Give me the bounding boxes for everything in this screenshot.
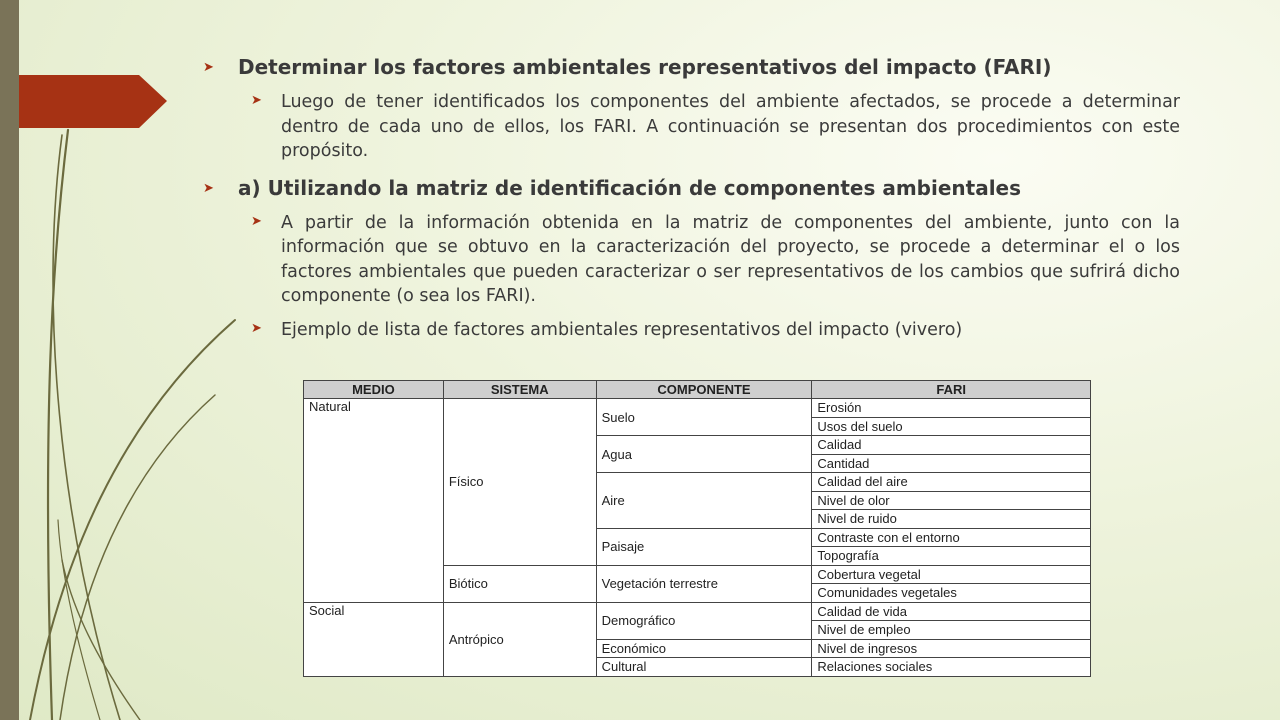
medio-cell: Social bbox=[304, 602, 444, 676]
fari-cell: Cantidad bbox=[812, 454, 1091, 473]
fari-cell: Nivel de ruido bbox=[812, 510, 1091, 529]
fari-cell: Nivel de olor bbox=[812, 491, 1091, 510]
fari-cell: Nivel de ingresos bbox=[812, 639, 1091, 658]
bullet-level2 bbox=[200, 211, 1180, 309]
sistema-cell: Físico bbox=[443, 399, 596, 566]
header-cell: FARI bbox=[812, 381, 1091, 399]
sistema-cell: Antrópico bbox=[443, 602, 596, 676]
bullet-text: A partir de la información obtenida en la matriz de componentes del ambiente, junto con la información que se obtuvo en la caracterización del proyecto, se procede a determinar el o los factores ambientales que pueden caracterizar o ser representativos de los cambios que sufrirá dicho componente (o sea los FARI). bbox=[281, 212, 1180, 306]
fari-cell: Cobertura vegetal bbox=[812, 565, 1091, 584]
componente-cell: Aire bbox=[596, 473, 812, 529]
arrow-bullet-icon: ➤ bbox=[203, 60, 214, 75]
componente-cell: Agua bbox=[596, 436, 812, 473]
header-cell: COMPONENTE bbox=[596, 381, 812, 399]
sistema-cell: Biótico bbox=[443, 565, 596, 602]
componente-cell: Paisaje bbox=[596, 528, 812, 565]
bullet-level1 bbox=[200, 52, 1180, 82]
fari-cell: Comunidades vegetales bbox=[812, 584, 1091, 603]
fari-cell: Calidad de vida bbox=[812, 602, 1091, 621]
componente-cell: Suelo bbox=[596, 399, 812, 436]
header-cell: MEDIO bbox=[304, 381, 444, 399]
bullet-text: Ejemplo de lista de factores ambientales representativos del impacto (vivero) bbox=[281, 319, 963, 340]
fari-cell: Calidad del aire bbox=[812, 473, 1091, 492]
fari-cell: Calidad bbox=[812, 436, 1091, 455]
arrow-bullet-icon: ➤ bbox=[251, 213, 262, 229]
table-row bbox=[304, 602, 1091, 621]
bullet-level2 bbox=[200, 318, 1180, 343]
table-row bbox=[304, 399, 1091, 418]
arrow-bullet-icon: ➤ bbox=[251, 93, 262, 108]
componente-cell: Económico bbox=[596, 639, 812, 658]
header-cell: SISTEMA bbox=[443, 381, 596, 399]
componente-cell: Demográfico bbox=[596, 602, 812, 639]
bullet-text: Luego de tener identificados los componentes del ambiente afectados, se procede a determinar dentro de cada uno de ellos, los FARI. A continuación se presentan dos procedimientos con este propósito. bbox=[281, 92, 1180, 161]
fari-cell: Relaciones sociales bbox=[812, 658, 1091, 677]
medio-cell: Natural bbox=[304, 399, 444, 603]
fari-table bbox=[303, 380, 1091, 677]
slide-content bbox=[200, 52, 1180, 342]
arrow-bullet-icon: ➤ bbox=[251, 320, 262, 336]
bullet-text: a) Utilizando la matriz de identificación de componentes ambientales bbox=[238, 175, 1022, 200]
bullet-level2 bbox=[200, 90, 1180, 164]
fari-cell: Topografía bbox=[812, 547, 1091, 566]
bullet-text: Determinar los factores ambientales representativos del impacto (FARI) bbox=[238, 55, 1052, 79]
fari-cell: Usos del suelo bbox=[812, 417, 1091, 436]
arrow-bullet-icon: ➤ bbox=[203, 180, 214, 196]
bullet-level1 bbox=[200, 173, 1180, 203]
fari-cell: Erosión bbox=[812, 399, 1091, 418]
fari-cell: Contraste con el entorno bbox=[812, 528, 1091, 547]
fari-cell: Nivel de empleo bbox=[812, 621, 1091, 640]
componente-cell: Vegetación terrestre bbox=[596, 565, 812, 602]
table-header-row bbox=[304, 381, 1091, 399]
componente-cell: Cultural bbox=[596, 658, 812, 677]
